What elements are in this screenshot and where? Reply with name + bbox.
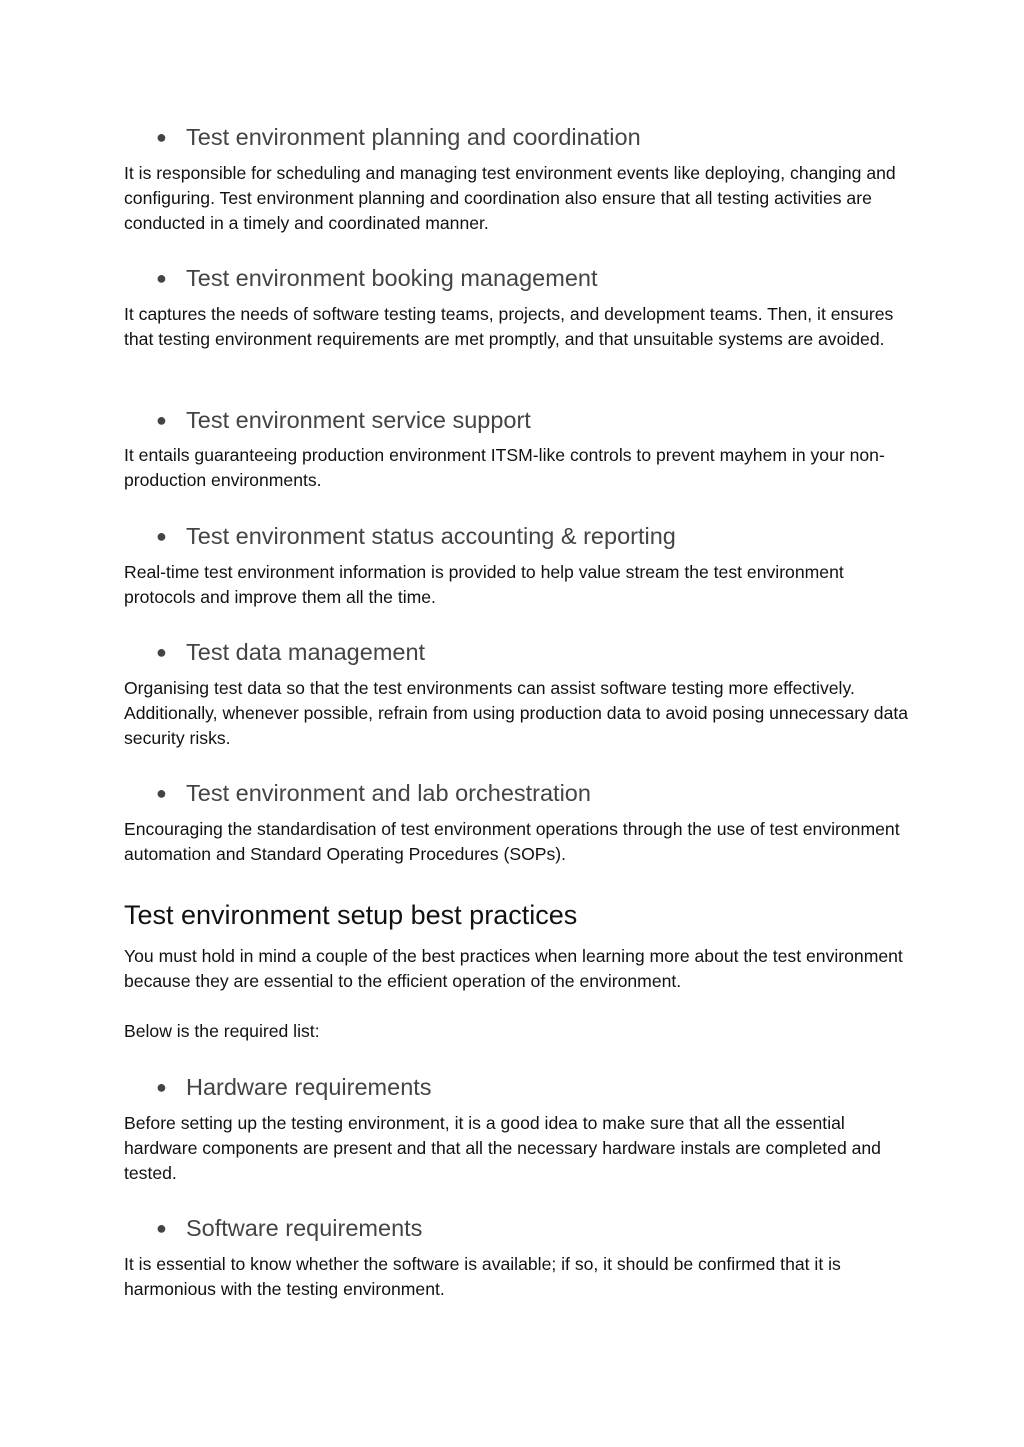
list-intro: Below is the required list: [124,1021,320,1041]
bullet-heading [156,405,531,435]
bullet-heading [156,1072,432,1102]
bullet-heading [156,521,676,551]
section-intro: You must hold in mind a couple of the best practices when learning more about the test environment because they are essential to the efficient operation of the environment. [124,946,903,991]
bullet-heading-text: Test data management [186,639,426,665]
bullet-heading-text: Test environment booking management [186,265,598,291]
section-title: Test environment setup best practices [124,900,578,930]
bullet-heading-text: Test environment service support [186,407,531,433]
bullet-dot-icon: ● [156,783,167,803]
bullet-dot-icon: ● [156,268,167,288]
bullet-heading-text: Hardware requirements [186,1074,432,1100]
bullet-heading-text: Software requirements [186,1215,423,1241]
bullet-heading [156,1213,422,1243]
paragraph: It entails guaranteeing production environment ITSM-like controls to prevent mayhem in your non-production environments. [124,445,885,490]
paragraph: Encouraging the standardisation of test environment operations through the use of test environment automation and Standard Operating Procedures (SOPs). [124,819,900,864]
bullet-heading [156,263,598,293]
bullet-dot-icon: ● [156,410,167,430]
bullet-heading-text: Test environment status accounting & reporting [186,523,676,549]
paragraph: Real-time test environment information is provided to help value stream the test environment protocols and improve them all the time. [124,562,844,607]
paragraph: It captures the needs of software testing teams, projects, and development teams. Then, it ensures that testing environment requirements are met promptly, and that unsuitable systems are avoided. [124,304,894,349]
paragraph: It is essential to know whether the software is available; if so, it should be confirmed that it is harmonious with the testing environment. [124,1254,841,1299]
bullet-heading [156,778,591,808]
bullet-heading [156,122,641,152]
bullet-dot-icon: ● [156,127,167,147]
paragraph: Before setting up the testing environment, it is a good idea to make sure that all the essential hardware components are present and that all the necessary hardware instals are completed and tested. [124,1113,881,1183]
bullet-dot-icon: ● [156,642,167,662]
bullet-heading [156,637,425,667]
paragraph: It is responsible for scheduling and managing test environment events like deploying, changing and configuring. Test environment planning and coordination also ensure that all testing activities are conducted in a timely and coordinated manner. [124,163,896,233]
paragraph: Organising test data so that the test environments can assist software testing more effectively. Additionally, whenever possible, refrain from using production data to avoid posing unnecessary data security risks. [124,678,909,748]
bullet-heading-text: Test environment planning and coordination [186,124,641,150]
bullet-dot-icon: ● [156,1218,167,1238]
bullet-dot-icon: ● [156,1077,167,1097]
bullet-dot-icon: ● [156,526,167,546]
bullet-heading-text: Test environment and lab orchestration [186,780,591,806]
